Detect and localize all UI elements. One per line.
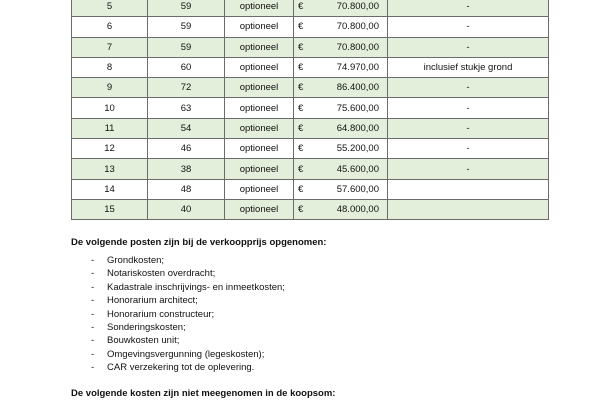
included-costs-list (71, 254, 326, 375)
unit-number-cell: 14 (72, 179, 148, 199)
dash-bullet: - (91, 321, 95, 333)
dash-bullet: - (91, 335, 95, 347)
unit-price-cell: 57.600,00 (311, 179, 388, 199)
dash-bullet: - (91, 362, 95, 374)
unit-price-cell: 70.800,00 (311, 17, 388, 37)
unit-option-cell: optioneel (225, 159, 294, 179)
list-item-text: Sonderingskosten; (107, 321, 186, 333)
excluded-costs-heading: De volgende kosten zijn niet meegenomen in de koopsom: (71, 388, 336, 399)
unit-remark-cell: - (388, 17, 549, 37)
list-item (71, 254, 326, 267)
unit-price-cell: 45.600,00 (311, 159, 388, 179)
unit-remark-cell: - (388, 78, 549, 98)
unit-remark-cell: inclusief stukje grond (388, 57, 549, 77)
currency-symbol-cell: € (294, 139, 312, 159)
unit-option-cell: optioneel (225, 98, 294, 118)
dash-bullet: - (91, 308, 95, 320)
unit-price-cell: 75.600,00 (311, 98, 388, 118)
list-item-text: Bouwkosten unit; (107, 335, 180, 347)
unit-area-cell: 72 (148, 78, 225, 98)
currency-symbol-cell: € (294, 78, 312, 98)
unit-number-cell: 5 (72, 0, 148, 17)
unit-remark-cell (388, 179, 549, 199)
currency-symbol-cell: € (294, 57, 312, 77)
unit-price-cell: 70.800,00 (311, 0, 388, 17)
unit-area-cell: 59 (148, 0, 225, 17)
table-row (72, 199, 549, 219)
list-item-text: Honorarium architect; (107, 295, 198, 307)
unit-number-cell: 6 (72, 17, 148, 37)
unit-remark-cell: - (388, 118, 549, 138)
unit-price-cell: 70.800,00 (311, 37, 388, 57)
currency-symbol-cell: € (294, 199, 312, 219)
table-row (72, 179, 549, 199)
dash-bullet: - (91, 295, 95, 307)
unit-remark-cell: - (388, 37, 549, 57)
unit-option-cell: optioneel (225, 17, 294, 37)
unit-number-cell: 13 (72, 159, 148, 179)
unit-option-cell: optioneel (225, 199, 294, 219)
excluded-costs-section (71, 388, 335, 399)
unit-area-cell: 59 (148, 37, 225, 57)
unit-area-cell: 63 (148, 98, 225, 118)
unit-number-cell: 8 (72, 57, 148, 77)
unit-area-cell: 54 (148, 118, 225, 138)
unit-remark-cell: - (388, 0, 549, 17)
list-item (71, 267, 326, 280)
list-item-text: CAR verzekering tot de oplevering. (107, 362, 255, 374)
unit-option-cell: optioneel (225, 37, 294, 57)
included-costs-heading: De volgende posten zijn bij de verkoopprijs opgenomen: (71, 237, 327, 248)
unit-option-cell: optioneel (225, 139, 294, 159)
list-item-text: Omgevingsvergunning (legeskosten); (107, 348, 265, 360)
dash-bullet: - (91, 255, 95, 266)
unit-number-cell: 15 (72, 199, 148, 219)
list-item (71, 348, 326, 361)
table-row (72, 139, 549, 159)
table-row (72, 98, 549, 118)
unit-remark-cell (388, 199, 549, 219)
list-item (71, 361, 326, 374)
currency-symbol-cell: € (294, 159, 312, 179)
list-item (71, 294, 326, 307)
unit-number-cell: 12 (72, 139, 148, 159)
list-item-text: Kadastrale inschrijvings- en inmeetkosten; (107, 281, 285, 293)
list-item-text: Notariskosten overdracht; (107, 268, 216, 280)
currency-symbol-cell: € (294, 118, 312, 138)
table-row (72, 37, 549, 57)
table-row (72, 118, 549, 138)
currency-symbol-cell: € (294, 37, 312, 57)
unit-number-cell: 9 (72, 78, 148, 98)
unit-area-cell: 46 (148, 139, 225, 159)
list-item (71, 308, 326, 321)
unit-number-cell: 11 (72, 118, 148, 138)
table-row (72, 57, 549, 77)
list-item-text: Honorarium constructeur; (107, 308, 215, 320)
table-row (72, 17, 549, 37)
currency-symbol-cell: € (294, 98, 312, 118)
included-costs-section (71, 237, 326, 375)
table-row (72, 0, 549, 17)
list-item-text: Grondkosten; (107, 255, 165, 266)
unit-option-cell: optioneel (225, 179, 294, 199)
unit-area-cell: 59 (148, 17, 225, 37)
dash-bullet: - (91, 281, 95, 293)
unit-option-cell: optioneel (225, 0, 294, 17)
unit-area-cell: 38 (148, 159, 225, 179)
list-item (71, 281, 326, 294)
list-item (71, 321, 326, 334)
unit-price-cell: 74.970,00 (311, 57, 388, 77)
unit-option-cell: optioneel (225, 57, 294, 77)
list-item (71, 334, 326, 347)
unit-remark-cell: - (388, 159, 549, 179)
unit-remark-cell: - (388, 98, 549, 118)
unit-number-cell: 7 (72, 37, 148, 57)
unit-price-cell: 86.400,00 (311, 78, 388, 98)
dash-bullet: - (91, 268, 95, 280)
unit-price-cell: 48.000,00 (311, 199, 388, 219)
dash-bullet: - (91, 348, 95, 360)
unit-price-cell: 64.800,00 (311, 118, 388, 138)
unit-option-cell: optioneel (225, 118, 294, 138)
unit-area-cell: 48 (148, 179, 225, 199)
currency-symbol-cell: € (294, 17, 312, 37)
unit-number-cell: 10 (72, 98, 148, 118)
unit-price-cell: 55.200,00 (311, 139, 388, 159)
table-row (72, 78, 549, 98)
table-row (72, 159, 549, 179)
currency-symbol-cell: € (294, 179, 312, 199)
unit-area-cell: 60 (148, 57, 225, 77)
units-price-table (71, 0, 549, 220)
unit-remark-cell: - (388, 139, 549, 159)
unit-option-cell: optioneel (225, 78, 294, 98)
unit-area-cell: 40 (148, 199, 225, 219)
currency-symbol-cell: € (294, 0, 312, 17)
